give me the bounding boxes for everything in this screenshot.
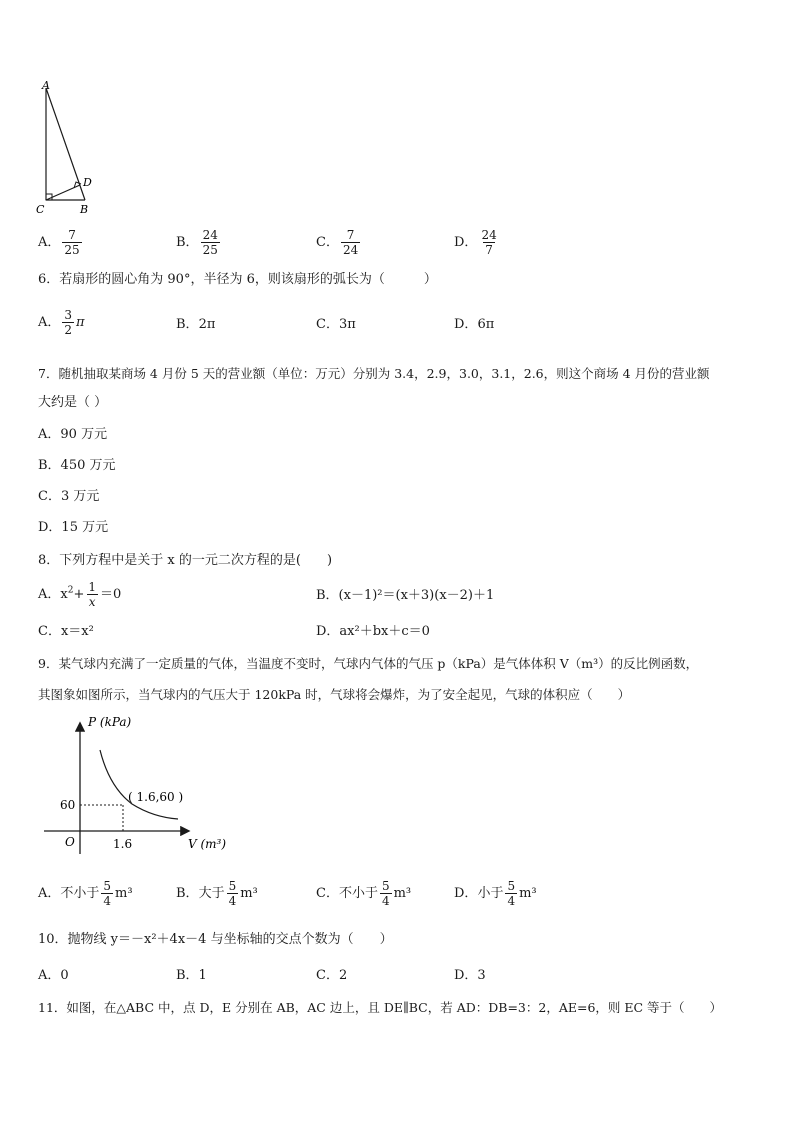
q8-option-d[interactable]: D．ax²＋bx＋c＝0 <box>316 624 430 639</box>
q7-option-a[interactable]: A．90 万元 <box>38 427 108 442</box>
q5-c-fraction: $\frac{7}{24}$ <box>342 228 359 257</box>
x-axis-label: V (m³) <box>188 837 227 851</box>
q7-option-d[interactable]: D．15 万元 <box>38 520 109 535</box>
q9-d-fraction: $\frac{5}{4}$ <box>507 879 516 908</box>
q9-b-fraction: $\frac{5}{4}$ <box>228 879 237 908</box>
q9-stem-line1: 9．某气球内充满了一定质量的气体，当温度不变时，气球内气体的气压 p（kPa）是气体体积 V（m³）的反比例函数， <box>38 656 699 671</box>
vertex-label-b: B <box>80 203 89 216</box>
q8-stem: 8．下列方程中是关于 x 的一元二次方程的是( ) <box>38 553 333 568</box>
q9-option-d[interactable]: D．小于 $\frac{5}{4}$ m³ <box>454 879 537 908</box>
q8-option-a[interactable]: A．$x^2+$ $\frac{1}{x}$ ＝0 <box>38 580 122 609</box>
pressure-volume-graph <box>40 712 240 862</box>
vertex-label-a: A <box>42 79 50 92</box>
q9-c-fraction: $\frac{5}{4}$ <box>381 879 390 908</box>
q9-a-fraction: $\frac{5}{4}$ <box>103 879 112 908</box>
x-tick-1-6: 1.6 <box>113 837 133 851</box>
q7-stem-line1: 7．随机抽取某商场 4 月份 5 天的营业额（单位：万元）分别为 3.4，2.9，3.0，3.1，2.6，则这个商场 4 月份的营业额 <box>38 366 710 381</box>
q5-d-fraction: $\frac{24}{7}$ <box>481 228 497 257</box>
q5-option-d[interactable]: D． $\frac{24}{7}$ <box>454 228 497 257</box>
q9-option-a[interactable]: A．不小于 $\frac{5}{4}$ m³ <box>38 879 133 908</box>
vertex-label-c: C <box>36 203 45 216</box>
q8-option-c[interactable]: C．x＝x² <box>38 624 94 639</box>
q11-stem: 11．如图，在△ABC 中，点 D，E 分别在 AB，AC 边上，且 DE∥BC，若 AD：DB=3：2，AE=6，则 EC 等于（ ） <box>38 1000 723 1015</box>
q7-option-b[interactable]: B．450 万元 <box>38 458 116 473</box>
q6-a-fraction: $\frac{3}{2}$ <box>64 308 73 337</box>
q5-option-c[interactable]: C． $\frac{7}{24}$ <box>316 228 359 257</box>
point-label: ( 1.6,60 ) <box>128 790 184 804</box>
q10-option-a[interactable]: A．0 <box>38 968 69 983</box>
q6-option-b[interactable]: B．2π <box>176 317 216 332</box>
y-axis-label: P (kPa) <box>88 715 132 729</box>
q10-option-c[interactable]: C．2 <box>316 968 348 983</box>
q10-stem: 10．抛物线 y＝－x²＋4x－4 与坐标轴的交点个数为（ ） <box>38 932 393 947</box>
q5-a-fraction: $\frac{7}{25}$ <box>64 228 80 257</box>
q6-option-a[interactable]: A． $\frac{3}{2}$ π <box>38 308 85 337</box>
q9-option-b[interactable]: B．大于 $\frac{5}{4}$ m³ <box>176 879 258 908</box>
q5-option-a[interactable]: A． $\frac{7}{25}$ <box>38 228 80 257</box>
q6-option-c[interactable]: C．3π <box>316 317 356 332</box>
q9-option-c[interactable]: C．不小于 $\frac{5}{4}$ m³ <box>316 879 412 908</box>
origin-label: O <box>65 835 75 849</box>
q5-b-fraction: $\frac{24}{25}$ <box>202 228 218 257</box>
inverse-curve <box>100 750 178 819</box>
q6-option-d[interactable]: D．6π <box>454 317 495 332</box>
q10-option-b[interactable]: B．1 <box>176 968 207 983</box>
triangle-figure <box>30 78 110 218</box>
q8-option-b[interactable]: B．(x－1)²＝(x＋3)(x－2)＋1 <box>316 588 495 603</box>
edge-cd <box>46 185 80 200</box>
q7-option-c[interactable]: C．3 万元 <box>38 489 100 504</box>
q8-a-fraction: $\frac{1}{x}$ <box>88 580 97 609</box>
q7-stem-line2: 大约是（ ） <box>38 395 108 410</box>
q9-stem-line2: 其图象如图所示，当气球内的气压大于 120kPa 时，气球将会爆炸，为了安全起见，气球的体积应（ ） <box>38 687 631 702</box>
q6-stem: 6．若扇形的圆心角为 90°，半径为 6，则该扇形的弧长为（ ） <box>38 272 437 287</box>
q5-option-b[interactable]: B． $\frac{24}{25}$ <box>176 228 218 257</box>
y-tick-60: 60 <box>60 798 76 812</box>
q10-option-d[interactable]: D．3 <box>454 968 486 983</box>
vertex-label-d: D <box>83 176 92 189</box>
